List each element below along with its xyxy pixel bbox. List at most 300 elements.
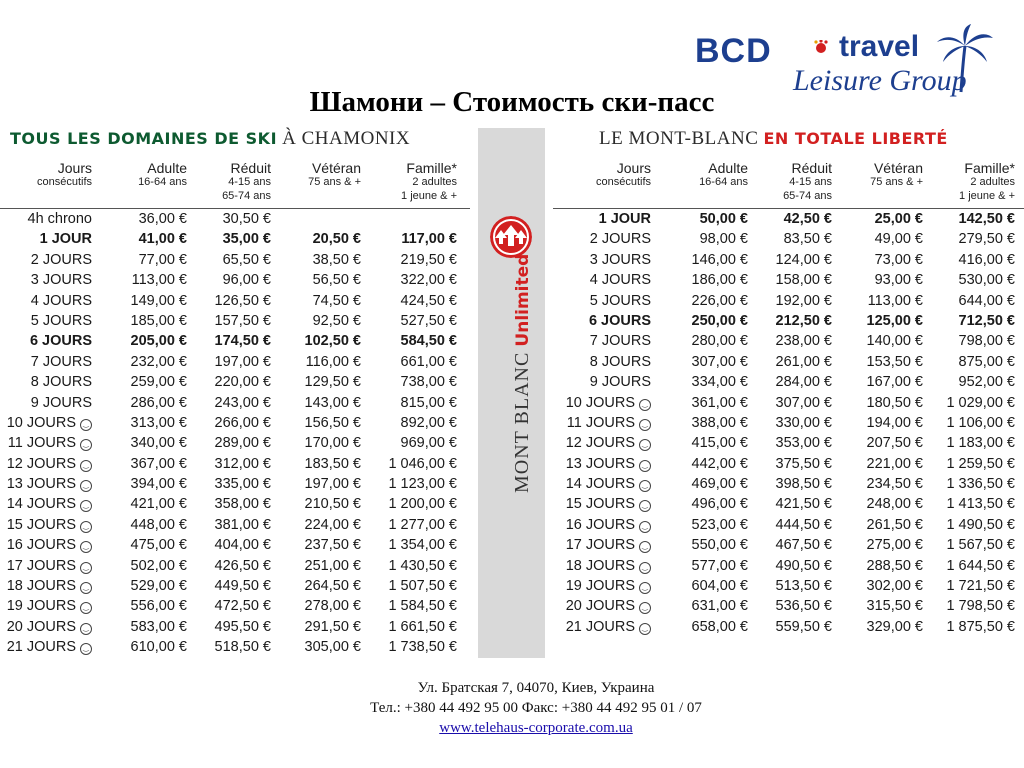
price-cell: 1 584,50 € — [388, 598, 457, 615]
days-label: 20 JOURS — [6, 618, 76, 635]
price-cell: 353,00 € — [775, 435, 832, 452]
column-header — [657, 158, 754, 208]
price-cell: 358,00 € — [214, 496, 271, 513]
days-label: 16 JOURS — [6, 537, 76, 554]
days-label: 14 JOURS — [6, 496, 76, 513]
days-cell — [0, 474, 98, 494]
days-cell — [553, 617, 657, 637]
price-cell: 212,50 € — [775, 312, 832, 329]
table-row — [0, 433, 470, 453]
table-row — [553, 270, 1024, 290]
price-cell: 490,50 € — [775, 557, 832, 574]
days-cell — [553, 596, 657, 616]
price-cell: 604,00 € — [691, 578, 748, 595]
price-cell: 197,00 € — [304, 476, 361, 493]
address-line: Ул. Братская 7, 04070, Киев, Украина — [417, 680, 655, 696]
price-cell: 92,50 € — [312, 312, 361, 329]
price-cell: 205,00 € — [130, 333, 187, 350]
table-row — [0, 474, 470, 494]
days-cell — [0, 515, 98, 535]
days-label: 9 JOURS — [589, 374, 651, 391]
price-cell: 30,50 € — [222, 211, 271, 227]
price-cell: 313,00 € — [130, 414, 187, 431]
table-row — [553, 291, 1024, 311]
price-cell: 375,50 € — [775, 455, 832, 472]
price-cell: 404,00 € — [214, 537, 271, 554]
days-label: 18 JOURS — [565, 557, 635, 574]
table-row — [553, 413, 1024, 433]
days-cell — [553, 270, 657, 290]
price-cell: 149,00 € — [130, 292, 187, 309]
price-cell: 1 721,50 € — [946, 578, 1015, 595]
days-label: 12 JOURS — [565, 435, 635, 452]
days-cell — [553, 352, 657, 372]
price-cell: 1 336,50 € — [946, 476, 1015, 493]
price-cell: 1 567,50 € — [946, 537, 1015, 554]
price-cell: 157,50 € — [214, 312, 271, 329]
days-cell — [0, 393, 98, 413]
price-cell: 361,00 € — [691, 394, 748, 411]
smiley-icon: ‿ — [80, 582, 92, 594]
price-cell: 20,50 € — [312, 231, 361, 248]
price-cell: 194,00 € — [866, 414, 923, 431]
price-cell: 248,00 € — [866, 496, 923, 513]
column-header — [193, 158, 277, 208]
table-row — [0, 311, 470, 331]
table-row — [0, 454, 470, 474]
column-header-title: Jours — [57, 160, 92, 176]
days-label: 4 JOURS — [589, 272, 651, 289]
column-header — [929, 158, 1021, 208]
price-cell: 315,50 € — [866, 598, 923, 615]
price-cell: 658,00 € — [691, 618, 748, 635]
table-row — [0, 494, 470, 514]
column-header-subtitle: consécutifs — [595, 176, 651, 188]
price-cell: 892,00 € — [400, 414, 457, 431]
days-cell — [0, 576, 98, 596]
column-headers — [0, 158, 470, 209]
price-cell: 197,00 € — [214, 353, 271, 370]
price-cell: 102,50 € — [304, 333, 361, 350]
price-cell: 186,00 € — [691, 272, 748, 289]
days-cell — [553, 494, 657, 514]
table-row — [553, 535, 1024, 555]
table-row — [553, 433, 1024, 453]
days-label: 12 JOURS — [6, 455, 76, 472]
days-cell — [0, 209, 98, 229]
price-cell: 381,00 € — [214, 516, 271, 533]
days-label: 17 JOURS — [6, 557, 76, 574]
column-header-title: Réduit — [791, 160, 832, 176]
price-cell: 513,50 € — [775, 578, 832, 595]
price-cell: 261,50 € — [866, 516, 923, 533]
days-cell — [553, 413, 657, 433]
column-header-subtitle: 2 adultes — [412, 176, 457, 188]
price-cell: 1 277,00 € — [388, 516, 457, 533]
days-label: 17 JOURS — [565, 537, 635, 554]
smiley-icon: ‿ — [639, 582, 651, 594]
column-header-subtitle: 2 adultes — [970, 176, 1015, 188]
website-link[interactable]: www.telehaus-corporate.com.ua — [439, 720, 633, 736]
price-cell: 1 046,00 € — [388, 455, 457, 472]
table-row — [553, 556, 1024, 576]
price-cell: 495,50 € — [214, 618, 271, 635]
days-cell — [553, 515, 657, 535]
band-mont-blanc: MONT BLANC — [511, 351, 533, 493]
table-row — [0, 250, 470, 270]
days-label: 19 JOURS — [6, 598, 76, 615]
price-cell: 502,00 € — [130, 557, 187, 574]
price-cell: 42,50 € — [783, 211, 832, 227]
price-cell: 577,00 € — [691, 557, 748, 574]
price-cell: 180,50 € — [866, 394, 923, 411]
price-cell: 146,00 € — [691, 251, 748, 268]
price-cell: 220,00 € — [214, 374, 271, 391]
price-cell: 1 507,50 € — [388, 578, 457, 595]
price-cell: 286,00 € — [130, 394, 187, 411]
table-row — [553, 393, 1024, 413]
column-header — [277, 158, 367, 208]
price-cell: 1 798,50 € — [946, 598, 1015, 615]
price-cell: 1 200,00 € — [388, 496, 457, 513]
mont-blanc-price-table — [553, 128, 1024, 637]
price-cell: 469,00 € — [691, 476, 748, 493]
smiley-icon: ‿ — [80, 623, 92, 635]
smiley-icon: ‿ — [80, 643, 92, 655]
column-header-subtitle: 16-64 ans — [699, 176, 748, 188]
column-header-title: Jours — [616, 160, 651, 176]
column-header-subtitle: 65-74 ans — [783, 190, 832, 202]
days-cell — [0, 331, 98, 351]
price-cell: 113,00 € — [131, 272, 187, 289]
table-row — [0, 372, 470, 392]
table-row — [553, 209, 1024, 229]
price-cell: 96,00 € — [222, 272, 271, 289]
column-header-subtitle: 1 jeune & + — [959, 190, 1015, 202]
price-cell: 738,00 € — [400, 374, 457, 391]
price-cell: 185,00 € — [130, 312, 187, 329]
price-cell: 556,00 € — [130, 598, 187, 615]
price-cell: 207,50 € — [866, 435, 923, 452]
days-label: 16 JOURS — [565, 516, 635, 533]
price-cell: 279,50 € — [958, 231, 1015, 248]
price-cell: 1 738,50 € — [388, 639, 457, 656]
chamonix-price-table — [0, 128, 470, 658]
days-label: 7 JOURS — [589, 333, 651, 350]
table-row — [0, 637, 470, 657]
table-row — [553, 617, 1024, 637]
heading-bold: EN TOTALE LIBERTÉ — [763, 129, 948, 148]
days-cell — [0, 229, 98, 249]
price-cell: 426,50 € — [214, 557, 271, 574]
heading-serif: LE MONT-BLANC — [599, 128, 759, 149]
price-cell: 415,00 € — [691, 435, 748, 452]
price-cell: 65,50 € — [222, 251, 271, 268]
smiley-icon: ‿ — [639, 623, 651, 635]
price-cell: 291,50 € — [304, 618, 361, 635]
price-cell: 1 661,50 € — [388, 618, 457, 635]
table-row — [0, 515, 470, 535]
days-label: 14 JOURS — [565, 476, 635, 493]
column-header — [754, 158, 838, 208]
smiley-icon: ‿ — [80, 541, 92, 553]
phone-line: Тел.: +380 44 492 95 00 Факс: +380 44 492 95 01 / 07 — [370, 700, 702, 716]
table-row — [0, 617, 470, 637]
table-row — [553, 494, 1024, 514]
days-cell — [0, 291, 98, 311]
column-header-title: Famille* — [964, 160, 1015, 176]
days-cell — [0, 270, 98, 290]
days-cell — [553, 250, 657, 270]
table-row — [553, 515, 1024, 535]
price-cell: 93,00 € — [874, 272, 923, 289]
column-header — [367, 158, 463, 208]
table-row — [0, 413, 470, 433]
days-label: 21 JOURS — [6, 639, 76, 656]
price-cell: 952,00 € — [958, 374, 1015, 391]
price-cell: 174,50 € — [214, 333, 271, 350]
price-cell: 36,00 € — [138, 211, 187, 227]
price-cell: 472,50 € — [214, 598, 271, 615]
days-cell — [553, 372, 657, 392]
smiley-icon: ‿ — [639, 541, 651, 553]
price-cell: 243,00 € — [214, 394, 271, 411]
smiley-icon: ‿ — [639, 419, 651, 431]
price-cell: 116,00 € — [305, 353, 361, 370]
column-header-subtitle: consécutifs — [36, 176, 92, 188]
table-row — [553, 454, 1024, 474]
table-row — [0, 352, 470, 372]
days-label: 15 JOURS — [565, 496, 635, 513]
column-headers — [553, 158, 1024, 209]
price-cell: 394,00 € — [130, 476, 187, 493]
price-cell: 125,00 € — [866, 312, 923, 329]
days-label: 6 JOURS — [588, 312, 651, 329]
column-header — [553, 158, 657, 208]
price-cell: 234,50 € — [866, 476, 923, 493]
price-cell: 307,00 € — [691, 353, 748, 370]
table-heading — [0, 128, 470, 158]
price-cell: 280,00 € — [691, 333, 748, 350]
smiley-icon: ‿ — [639, 439, 651, 451]
price-cell: 530,00 € — [958, 272, 1015, 289]
table-row — [553, 596, 1024, 616]
price-cell: 83,50 € — [783, 231, 832, 248]
price-cell: 50,00 € — [699, 211, 748, 227]
days-label: 21 JOURS — [565, 618, 635, 635]
days-label: 4h chrono — [27, 211, 92, 227]
days-cell — [553, 311, 657, 331]
smiley-icon: ‿ — [639, 500, 651, 512]
table-row — [553, 474, 1024, 494]
table-row — [553, 352, 1024, 372]
price-cell: 117,00 € — [401, 231, 457, 248]
column-header-subtitle: 4-15 ans — [789, 176, 832, 188]
table-row — [0, 229, 470, 249]
days-label: 9 JOURS — [30, 394, 92, 411]
price-cell: 284,00 € — [775, 374, 832, 391]
price-cell: 1 106,00 € — [946, 414, 1015, 431]
price-cell: 815,00 € — [400, 394, 457, 411]
days-label: 19 JOURS — [565, 578, 635, 595]
price-cell: 158,00 € — [775, 272, 832, 289]
days-cell — [553, 331, 657, 351]
price-cell: 335,00 € — [214, 476, 271, 493]
price-cell: 307,00 € — [775, 394, 832, 411]
days-label: 4 JOURS — [30, 292, 92, 309]
smiley-icon: ‿ — [639, 399, 651, 411]
price-cell: 330,00 € — [775, 414, 832, 431]
days-cell — [0, 637, 98, 657]
days-label: 2 JOURS — [589, 231, 651, 248]
price-cell: 25,00 € — [874, 211, 923, 227]
price-cell: 416,00 € — [958, 251, 1015, 268]
table-row — [0, 556, 470, 576]
smiley-icon: ‿ — [80, 460, 92, 472]
price-cell: 124,00 € — [775, 251, 832, 268]
price-cell: 467,50 € — [775, 537, 832, 554]
days-label: 18 JOURS — [6, 578, 76, 595]
column-header-title: Adulte — [147, 160, 187, 176]
days-cell — [0, 596, 98, 616]
price-cell: 536,50 € — [775, 598, 832, 615]
price-cell: 1 259,50 € — [946, 455, 1015, 472]
price-cell: 1 183,00 € — [946, 435, 1015, 452]
days-label: 13 JOURS — [6, 476, 76, 493]
logo-travel-text: travel — [839, 30, 920, 63]
days-label: 7 JOURS — [30, 353, 92, 370]
days-label: 11 JOURS — [7, 435, 76, 452]
table-row — [0, 576, 470, 596]
price-cell: 388,00 € — [691, 414, 748, 431]
days-label: 3 JOURS — [589, 251, 651, 268]
column-header-title: Vétéran — [311, 160, 361, 176]
page-title: Шамони – Стоимость ски-пасс — [309, 86, 715, 118]
price-cell: 35,00 € — [222, 231, 271, 248]
column-header-title: Vétéran — [873, 160, 923, 176]
price-cell: 496,00 € — [691, 496, 748, 513]
price-cell: 153,50 € — [866, 353, 923, 370]
price-cell: 631,00 € — [691, 598, 748, 615]
smiley-icon: ‿ — [639, 480, 651, 492]
days-label: 2 JOURS — [30, 251, 92, 268]
price-cell: 518,50 € — [214, 639, 271, 656]
column-header-subtitle: 4-15 ans — [228, 176, 271, 188]
price-cell: 261,00 € — [775, 353, 832, 370]
days-label: 13 JOURS — [565, 455, 635, 472]
price-cell: 523,00 € — [691, 516, 748, 533]
days-cell — [0, 311, 98, 331]
days-label: 10 JOURS — [565, 394, 635, 411]
price-cell: 442,00 € — [691, 455, 748, 472]
price-cell: 259,00 € — [130, 374, 187, 391]
price-cell: 221,00 € — [866, 455, 923, 472]
table-row — [553, 311, 1024, 331]
price-cell: 302,00 € — [866, 578, 923, 595]
days-label: 1 JOUR — [598, 211, 651, 227]
price-cell: 529,00 € — [130, 578, 187, 595]
column-header-subtitle: 65-74 ans — [222, 190, 271, 202]
column-header — [0, 158, 98, 208]
price-cell: 1 354,00 € — [388, 537, 457, 554]
band-unlimited: Unlimited — [513, 253, 533, 347]
days-cell — [553, 291, 657, 311]
table-row — [0, 331, 470, 351]
price-cell: 210,50 € — [304, 496, 361, 513]
price-cell: 226,00 € — [691, 292, 748, 309]
days-cell — [0, 535, 98, 555]
days-cell — [0, 250, 98, 270]
table-row — [553, 229, 1024, 249]
table-row — [553, 576, 1024, 596]
price-cell: 113,00 € — [867, 292, 923, 309]
days-label: 15 JOURS — [6, 516, 76, 533]
price-cell: 712,50 € — [958, 312, 1015, 329]
price-cell: 421,50 € — [775, 496, 832, 513]
price-cell: 219,50 € — [400, 251, 457, 268]
price-cell: 266,00 € — [214, 414, 271, 431]
table-row — [553, 331, 1024, 351]
price-cell: 1 029,00 € — [946, 394, 1015, 411]
days-cell — [553, 454, 657, 474]
price-cell: 1 875,50 € — [946, 618, 1015, 635]
price-cell: 129,50 € — [304, 374, 361, 391]
price-cell: 475,00 € — [130, 537, 187, 554]
price-cell: 275,00 € — [866, 537, 923, 554]
price-cell: 278,00 € — [304, 598, 361, 615]
price-cell: 969,00 € — [400, 435, 457, 452]
price-cell: 288,50 € — [866, 557, 923, 574]
column-header-title: Réduit — [230, 160, 271, 176]
table-row — [0, 393, 470, 413]
price-cell: 644,00 € — [958, 292, 1015, 309]
price-cell: 140,00 € — [866, 333, 923, 350]
price-cell: 875,00 € — [958, 353, 1015, 370]
column-header-subtitle: 16-64 ans — [138, 176, 187, 188]
price-cell: 183,50 € — [304, 455, 361, 472]
column-header — [98, 158, 193, 208]
price-cell: 305,00 € — [304, 639, 361, 656]
days-cell — [0, 413, 98, 433]
price-cell: 156,50 € — [304, 414, 361, 431]
days-label: 6 JOURS — [29, 333, 92, 350]
days-cell — [553, 556, 657, 576]
days-cell — [0, 372, 98, 392]
price-cell: 49,00 € — [874, 231, 923, 248]
price-cell: 798,00 € — [958, 333, 1015, 350]
price-cell: 224,00 € — [304, 516, 361, 533]
column-header-title: Famille* — [406, 160, 457, 176]
table-row — [0, 209, 470, 229]
price-cell: 142,50 € — [958, 211, 1015, 227]
logo-leisure-text: Leisure Group — [793, 64, 967, 97]
table-row — [0, 270, 470, 290]
heading-bold: TOUS LES DOMAINES DE SKI — [10, 129, 278, 148]
price-cell: 170,00 € — [304, 435, 361, 452]
price-cell: 98,00 € — [699, 231, 748, 248]
days-cell — [0, 352, 98, 372]
price-cell: 322,00 € — [400, 272, 457, 289]
price-cell — [277, 209, 367, 229]
price-cell: 1 644,50 € — [946, 557, 1015, 574]
price-cell: 312,00 € — [214, 455, 271, 472]
price-rows — [0, 209, 470, 658]
price-cell: 251,00 € — [304, 557, 361, 574]
price-cell: 449,50 € — [214, 578, 271, 595]
price-cell: 424,50 € — [400, 292, 457, 309]
days-cell — [553, 433, 657, 453]
days-label: 20 JOURS — [565, 598, 635, 615]
